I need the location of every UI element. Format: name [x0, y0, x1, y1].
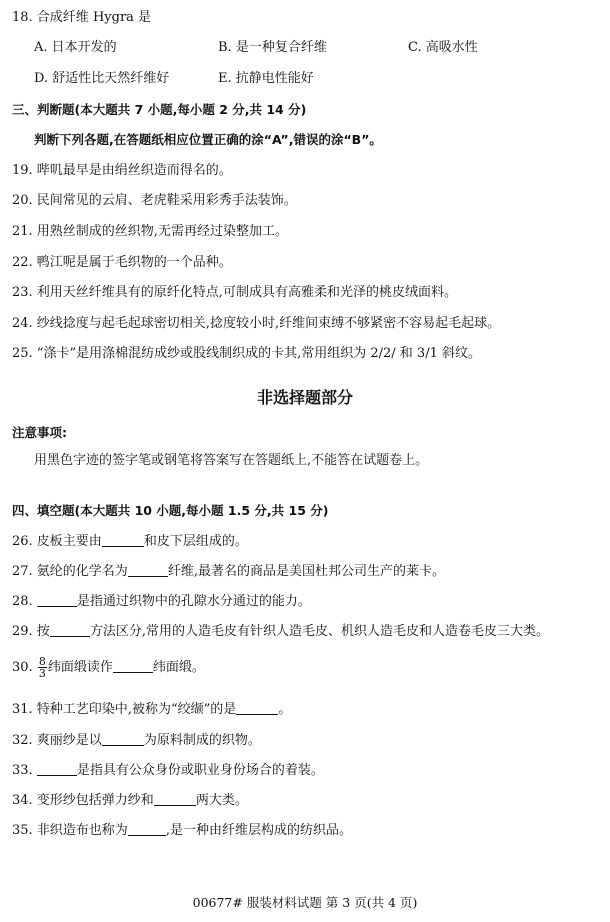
- q28-blank: [37, 592, 77, 607]
- q26: [12, 532, 248, 551]
- q30-blank: [113, 658, 153, 673]
- q29: [12, 622, 549, 641]
- q30-frac-num: 8: [38, 655, 46, 668]
- q30-frac-den: 3: [38, 667, 46, 680]
- q28-pre: 28.: [12, 594, 33, 609]
- q18-option-a: A. 日本开发的: [34, 40, 117, 55]
- q18-option-e: E. 抗静电性能好: [218, 71, 314, 86]
- q34-post: 两大类。: [195, 793, 248, 808]
- q26-blank: [102, 532, 144, 547]
- section3-instruction: 判断下列各题,在答题纸相应位置正确的涂“A”,错误的涂“B”。: [34, 132, 382, 147]
- section3-heading: 三、判断题(本大题共 7 小题,每小题 2 分,共 14 分): [12, 102, 307, 117]
- q34-pre: 34. 变形纱包括弹力纱和: [12, 793, 154, 808]
- q27-post: 纤维,最著名的商品是美国杜邦公司生产的莱卡。: [167, 564, 445, 579]
- q32-blank: [102, 731, 144, 746]
- q29-post: 方法区分,常用的人造毛皮有针织人造毛皮、机织人造毛皮和人造卷毛皮三大类。: [89, 624, 549, 639]
- q33-post: 是指具有公众身份或职业身份场合的着装。: [76, 763, 324, 778]
- section4-heading: 四、填空题(本大题共 10 小题,每小题 1.5 分,共 15 分): [12, 503, 329, 518]
- q19: 19. 哔叽最早是由绢丝织造而得名的。: [12, 163, 232, 178]
- q20: 20. 民间常见的云肩、老虎鞋采用彩秀手法装饰。: [12, 193, 297, 208]
- q32-pre: 32. 爽丽纱是以: [12, 733, 102, 748]
- q18-option-c: C. 高吸水性: [408, 40, 478, 55]
- q35-pre: 35. 非织造布也称为: [12, 823, 128, 838]
- q23: 23. 利用天丝纤维具有的原纤化特点,可制成具有高雅柔和光泽的桃皮绒面料。: [12, 285, 457, 300]
- q30: [12, 656, 205, 680]
- q25: 25. “涤卡”是用涤棉混纺成纱或股线制织成的卡其,常用组织为 2/2/ 和 3/1 斜纹。: [12, 346, 481, 361]
- q32: [12, 731, 261, 750]
- q24: 24. 纱线捻度与起毛起球密切相关,捻度较小时,纤维间束缚不够紧密不容易起毛起球。: [12, 316, 501, 331]
- notice-heading: 注意事项:: [12, 425, 67, 440]
- q18-stem: 18. 合成纤维 Hygra 是: [12, 10, 152, 25]
- q29-blank: [50, 622, 90, 637]
- q26-pre: 26. 皮板主要由: [12, 534, 102, 549]
- q27-blank: [128, 562, 168, 577]
- q28-post: 是指通过织物中的孔隙水分通过的能力。: [76, 594, 311, 609]
- q35-blank: [128, 821, 166, 836]
- q35: [12, 821, 352, 840]
- q33-blank: [37, 761, 77, 776]
- q22: 22. 鸭江呢是属于毛织物的一个品种。: [12, 255, 232, 270]
- q31: [12, 700, 291, 719]
- q31-blank: [236, 700, 278, 715]
- q18-option-d: D. 舒适性比天然纤维好: [34, 71, 170, 86]
- q26-post: 和皮下层组成的。: [143, 534, 248, 549]
- q30-pre: 30.: [12, 660, 33, 675]
- page-footer: 00677# 服装材料试题 第 3 页(共 4 页): [192, 895, 418, 910]
- q21: 21. 用熟丝制成的丝织物,无需再经过染整加工。: [12, 224, 288, 239]
- q30-post: 纬面缎。: [152, 660, 205, 675]
- notice-text: 用黑色字迹的签字笔或钢笔将答案写在答题纸上,不能答在试题卷上。: [34, 453, 429, 468]
- q33: [12, 761, 324, 780]
- q32-post: 为原料制成的织物。: [143, 733, 261, 748]
- q34: [12, 791, 248, 810]
- q27: [12, 562, 445, 581]
- q27-pre: 27. 氨纶的化学名为: [12, 564, 128, 579]
- nonchoice-title: 非选择题部分: [256, 388, 353, 407]
- q34-blank: [154, 791, 196, 806]
- q18-option-b: B. 是一种复合纤维: [218, 40, 327, 55]
- q31-pre: 31. 特种工艺印染中,被称为“绞缬”的是: [12, 702, 237, 717]
- q28: [12, 592, 311, 611]
- q29-pre: 29. 按: [12, 624, 50, 639]
- q35-post: ,是一种由纤维层构成的纺织品。: [165, 823, 352, 838]
- q30-fraction: [38, 656, 47, 679]
- q31-post: 。: [278, 702, 292, 717]
- q33-pre: 33.: [12, 763, 33, 778]
- q30-mid: 纬面缎读作: [47, 660, 113, 675]
